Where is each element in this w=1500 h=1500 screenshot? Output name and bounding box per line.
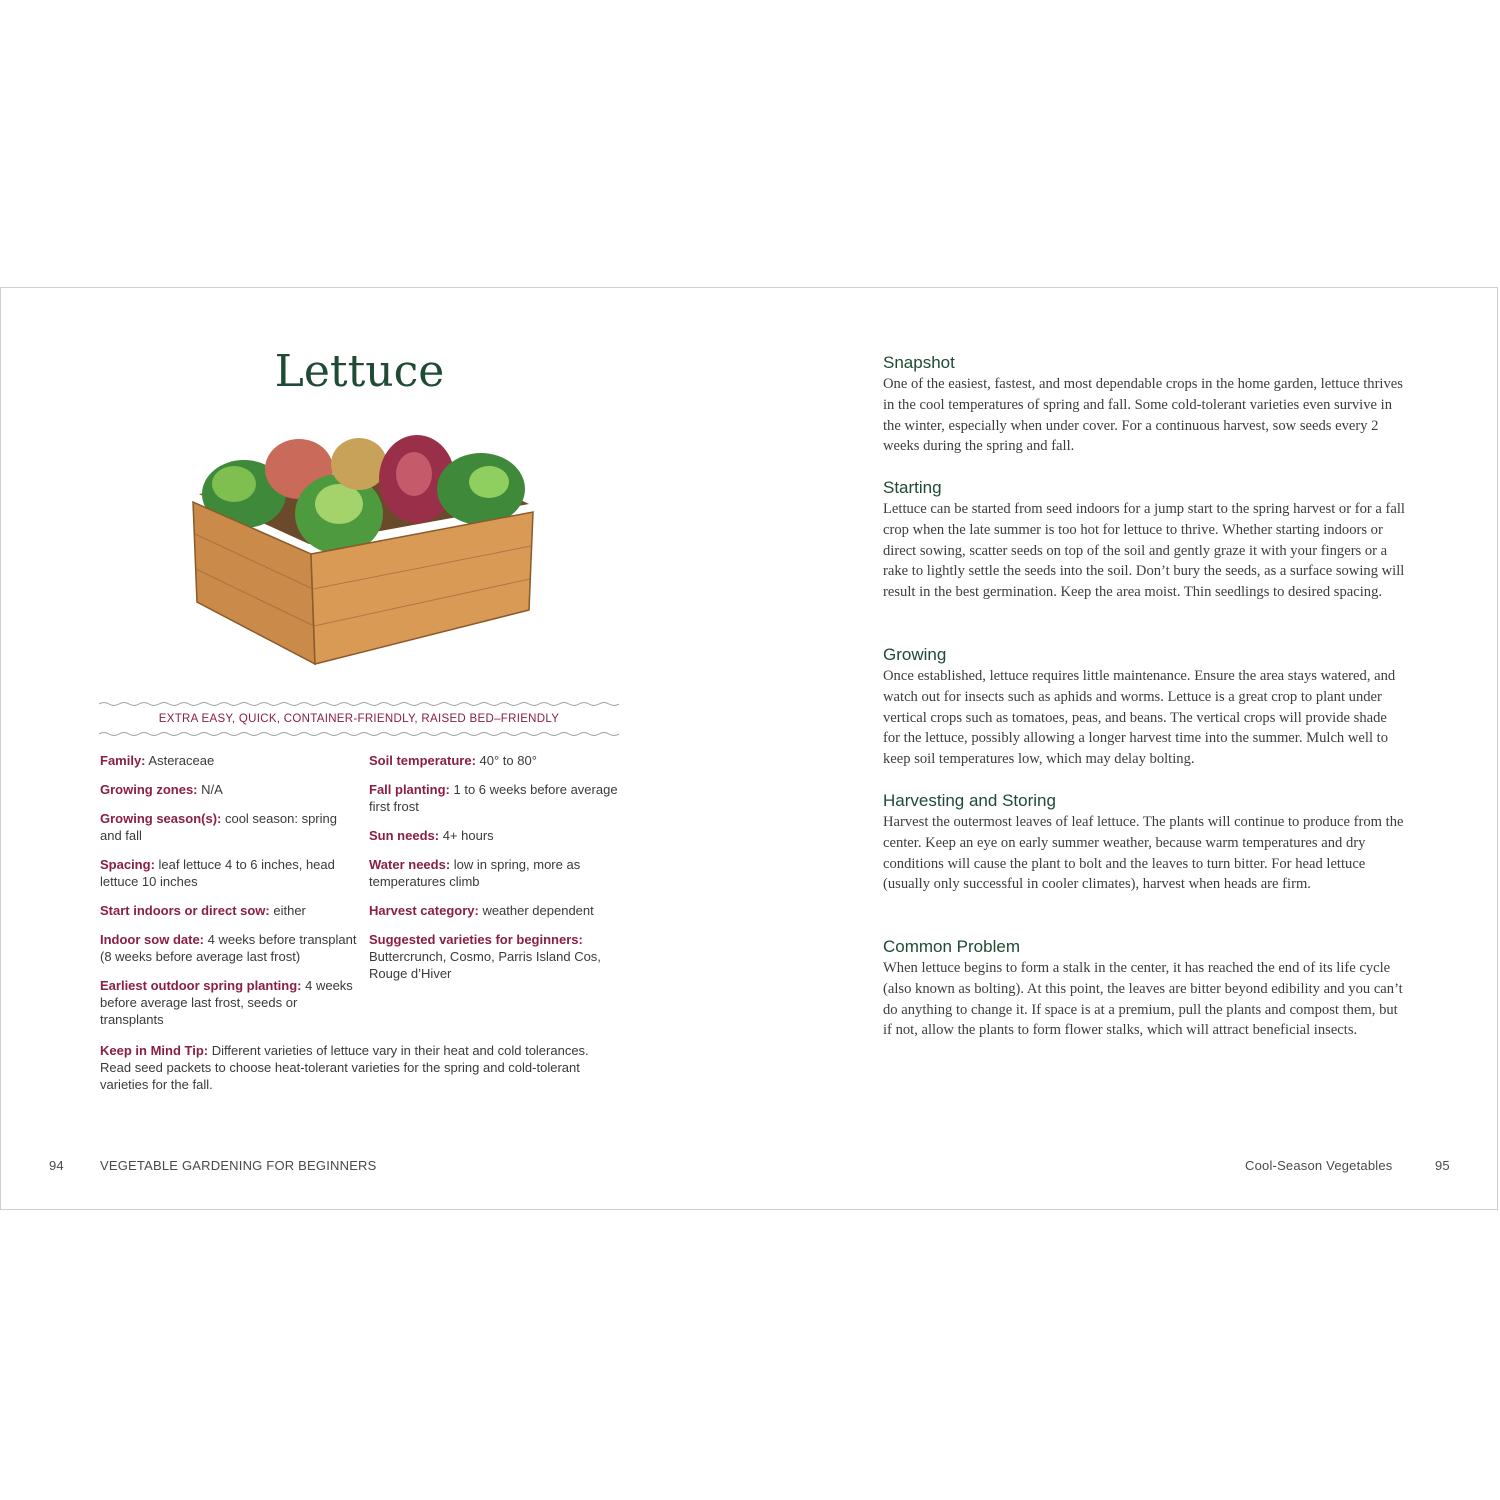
- section-body: When lettuce begins to form a stalk in the center, it has reached the end of its life cycle (also known as bolting). At this point, the leaves are bitter beyond edibility and you can’t do anything to change it. If space is at a premium, pull the plants and compost them, but if not, allow the plants to form flower stalks, which will attract beneficial insects.: [883, 960, 1403, 1039]
- section-heading: Starting: [883, 478, 942, 497]
- keep-in-mind-tip: Keep in Mind Tip: Different varieties of lettuce vary in their heat and cold tolerances. Read seed packets to choose heat-tolerant varieties for the spring and cold-tolerant varieties for the fall.: [100, 1043, 589, 1092]
- section-common-problem: [883, 936, 1405, 1041]
- section-body: Once established, lettuce requires little maintenance. Ensure the area stays watered, and watch out for insects such as aphids and worms. Lettuce is a great crop to plant under vertical crops such as tomatoes, peas, and beans. The vertical crops will provide shade for the lettuce, possibly allowing a longer harvest time into the summer. Mulch well to keep soil temperatures low, which may delay bolting.: [883, 668, 1396, 768]
- book-spread: [0, 287, 1498, 1210]
- wave-divider-bottom: [99, 731, 619, 737]
- page-title: Lettuce: [274, 346, 445, 397]
- tags-text: EXTRA EASY, QUICK, CONTAINER-FRIENDLY, RAISED BED–FRIENDLY: [158, 713, 560, 725]
- section-snapshot: [883, 352, 1405, 457]
- section-heading: Snapshot: [883, 353, 955, 372]
- page-number-left: 94: [49, 1158, 64, 1173]
- tag-bar: [99, 701, 619, 737]
- fact-indoor-sow-date: Indoor sow date: 4 weeks before transplant (8 weeks before average last frost): [100, 932, 357, 964]
- section-harvesting-and-storing: [883, 790, 1405, 895]
- fact-sun-needs: Sun needs: 4+ hours: [369, 828, 494, 843]
- fact-water-needs: Water needs: low in spring, more as temperatures climb: [369, 857, 581, 889]
- wave-divider-top: [99, 701, 619, 707]
- section-growing: [883, 644, 1405, 770]
- running-head-left: VEGETABLE GARDENING FOR BEGINNERS: [100, 1158, 377, 1173]
- section-heading: Common Problem: [883, 937, 1020, 956]
- page-number-right: 95: [1435, 1158, 1450, 1173]
- fact-suggested-varieties: Suggested varieties for beginners: Buttercrunch, Cosmo, Parris Island Cos, Rouge d’Hiver: [369, 932, 601, 981]
- section-body: One of the easiest, fastest, and most dependable crops in the home garden, lettuce thrives in the cool temperatures of spring and fall. Some cold-tolerant varieties even survive in the winter, especially when under cover. For a continuous harvest, sow seeds every 2 weeks during the spring and fall.: [883, 376, 1403, 455]
- fact-earliest-outdoor-planting: Earliest outdoor spring planting: 4 weeks before average last frost, seeds or transplants: [100, 978, 353, 1027]
- fact-harvest-category: Harvest category: weather dependent: [369, 903, 594, 918]
- section-body: Lettuce can be started from seed indoors for a jump start to the spring harvest or for a fall crop when the late summer is too hot for lettuce to thrive. Whether starting indoors or direct sowing, scatter seeds on top of the soil and gently graze it with your fingers or a rake to lightly settle the seeds into the soil. Don’t bury the seeds, as a surface sowing will result in the best germination. Keep the area moist. Thin seedlings to desired spacing.: [883, 501, 1405, 601]
- fact-fall-planting: Fall planting: 1 to 6 weeks before average first frost: [369, 782, 618, 814]
- section-heading: Harvesting and Storing: [883, 791, 1056, 810]
- fact-growing-zones: Growing zones: N/A: [100, 782, 223, 797]
- section-starting: [883, 477, 1405, 603]
- raised-bed-lettuce-illustration: [189, 434, 537, 668]
- fact-soil-temperature: Soil temperature: 40° to 80°: [369, 753, 537, 768]
- fact-family: Family: Asteraceae: [100, 753, 215, 768]
- section-body: Harvest the outermost leaves of leaf lettuce. The plants will continue to produce from the center. Keep an eye on early summer weather, because warm temperatures and dry conditions will cause the plant to bolt and the leaves to turn bitter. For head lettuce (usually only successful in cooler climates), harvest when heads are firm.: [883, 814, 1404, 893]
- running-head-right: Cool-Season Vegetables: [1245, 1158, 1393, 1173]
- fact-start-method: Start indoors or direct sow: either: [100, 903, 306, 918]
- fact-spacing: Spacing: leaf lettuce 4 to 6 inches, head lettuce 10 inches: [100, 857, 335, 889]
- section-heading: Growing: [883, 645, 947, 664]
- fact-growing-seasons: Growing season(s): cool season: spring and fall: [100, 811, 337, 843]
